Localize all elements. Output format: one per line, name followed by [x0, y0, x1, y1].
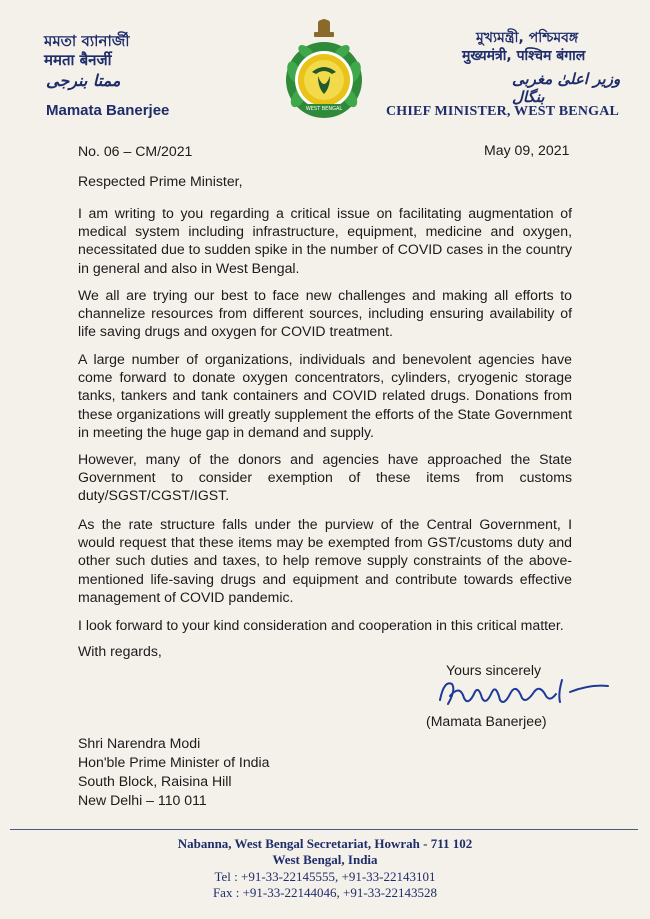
- paragraph: A large number of organizations, individuals and benevolent agencies have come forward to donate oxygen concentrators, cylinders, cryogenic storage tanks, tankers and tank containers and COVID related drugs. Donations from these organizations will greatly supplement the efforts of the State Government in meeting the huge gap in demand and supply.: [78, 351, 572, 440]
- letter-date: May 09, 2021: [484, 142, 570, 158]
- sender-name: (Mamata Banerjee): [426, 713, 547, 729]
- emblem-label: WEST BENGAL: [305, 106, 343, 112]
- name-english: Mamata Banerjee: [46, 102, 170, 119]
- reference-number: No. 06 – CM/2021: [78, 143, 193, 159]
- footer-divider: [10, 829, 638, 830]
- paragraph: I look forward to your kind consideration and cooperation in this critical matter.: [78, 617, 564, 633]
- footer-address: Nabanna, West Bengal Secretariat, Howrah - 711 102: [177, 836, 473, 851]
- addressee-line: New Delhi – 110 011: [78, 792, 207, 808]
- closing: With regards,: [78, 643, 162, 659]
- footer-region: West Bengal, India: [272, 852, 378, 867]
- title-hindi: मुख्यमंत्री, पश्चिम बंगाल: [462, 48, 586, 64]
- addressee-line: Shri Narendra Modi: [78, 735, 201, 751]
- name-hindi: ममता बैनर्जी: [44, 51, 112, 69]
- addressee-line: South Block, Raisina Hill: [78, 773, 232, 789]
- paragraph: We all are trying our best to face new challenges and making all efforts to channelize resources from different sources, including ensuring availability of life saving drugs and oxygen for COVID treatment.: [78, 287, 572, 340]
- title-bengali: মুখ্যমন্ত্রী, পশ্চিমবঙ্গ: [476, 30, 579, 46]
- title-urdu: وزیر اعلیٰ مغربی بنگال: [512, 70, 621, 106]
- name-urdu: ممتا بنرجی: [46, 71, 121, 90]
- salutation: Respected Prime Minister,: [78, 173, 243, 189]
- handwritten-signature: [430, 670, 610, 716]
- title-english: CHIEF MINISTER, WEST BENGAL: [386, 104, 620, 119]
- paragraph: As the rate structure falls under the purview of the Central Government, I would request that these items may be exempted from GST/customs duty and other such duties and taxes, to help remove supply constraints of the above-mentioned life-saving drugs and equipment and contribute towards effective management of COVID pandemic.: [78, 516, 572, 605]
- name-bengali: মমতা ব্যানার্জী: [44, 32, 130, 50]
- west-bengal-emblem-icon: [280, 16, 368, 120]
- paragraph: However, many of the donors and agencies have approached the State Government to consider exemption of these items from customs duty/SGST/CGST/IGST.: [78, 451, 572, 504]
- footer-fax: Fax : +91-33-22144046, +91-33-22143528: [212, 885, 438, 900]
- addressee-line: Hon'ble Prime Minister of India: [78, 754, 270, 770]
- paragraph: I am writing to you regarding a critical issue on facilitating augmentation of medical system including infrastructure, equipment, medicine and oxygen, necessitated due to sudden spike in the number of COVID cases in the country in general and also in West Bengal.: [78, 205, 572, 276]
- yours-sincerely: Yours sincerely: [446, 662, 542, 678]
- footer-telephone: Tel : +91-33-22145555, +91-33-22143101: [214, 869, 436, 884]
